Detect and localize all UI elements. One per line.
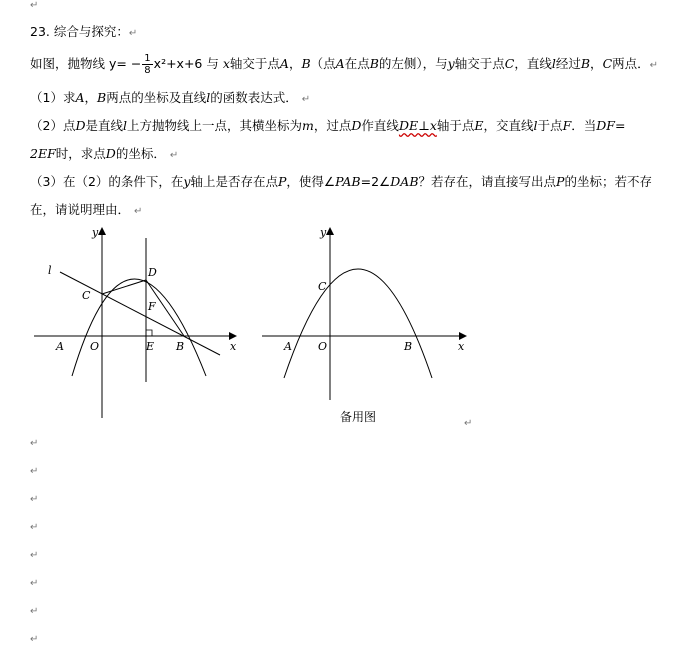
figure-2-caption: 备用图 <box>340 410 377 424</box>
question-2: （2）点D是直线l上方抛物线上一点，其横坐标为m，过点D作直线DE⊥x轴于点E，交直线l于点F．当DF= <box>30 118 626 133</box>
paragraph-mark: ↵ <box>464 418 473 429</box>
label-c: C <box>82 289 91 302</box>
label-a: A <box>284 340 292 353</box>
parabola <box>284 269 432 378</box>
question-1: （1）求A，B两点的坐标及直线l的函数表达式． ↵ <box>30 90 311 105</box>
problem-title: 23. 综合与探究：↵ <box>30 24 138 39</box>
paragraph-mark: ↵ <box>30 578 39 589</box>
label-f: F <box>148 300 156 313</box>
right-angle-mark <box>146 330 152 336</box>
label-y: y <box>320 226 327 239</box>
paragraph-mark: ↵ <box>30 494 39 505</box>
label-x: x <box>458 340 465 353</box>
line-l <box>60 272 220 355</box>
problem-heading: 综合与探究： <box>53 24 129 39</box>
label-o: O <box>318 340 328 353</box>
question-2-cont: 2EF时，求点D的坐标． ↵ <box>30 146 179 161</box>
paragraph-mark: ↵ <box>30 606 39 617</box>
paragraph-mark: ↵ <box>30 522 39 533</box>
figure-1-diagram <box>30 222 250 422</box>
label-o: O <box>90 340 100 353</box>
label-c: C <box>318 280 327 293</box>
label-a: A <box>56 340 64 353</box>
fraction-one-eighth: $\frac{1}{8}$ <box>144 53 151 76</box>
paragraph-mark: ↵ <box>30 438 39 449</box>
figure-2-diagram <box>260 222 480 402</box>
label-e: E <box>146 340 155 353</box>
label-d: D <box>148 266 157 279</box>
segment-cd <box>102 280 146 294</box>
problem-intro: 如图，抛物线 y= − $\frac{1}{8}$ x²+x+6 与 x轴交于点A，B（点A在点B的左侧），与y轴交于点C，直线l经过B，C两点．↵ <box>30 53 659 76</box>
label-b: B <box>176 340 185 353</box>
problem-number: 23. <box>30 24 50 39</box>
paragraph-mark: ↵ <box>30 634 39 645</box>
paragraph-mark: ↵ <box>30 0 39 11</box>
label-l: l <box>48 264 52 277</box>
paragraph-mark: ↵ <box>30 466 39 477</box>
question-3-cont: 在，请说明理由． ↵ <box>30 202 143 217</box>
parabola <box>72 279 206 376</box>
question-3: （3）在（2）的条件下，在y轴上是否存在点P，使得∠PAB=2∠DAB？若存在，请直接写出点P的坐标；若不存 <box>30 174 652 189</box>
label-y: y <box>92 226 99 239</box>
paragraph-mark: ↵ <box>30 550 39 561</box>
label-x: x <box>230 340 237 353</box>
label-b: B <box>404 340 413 353</box>
